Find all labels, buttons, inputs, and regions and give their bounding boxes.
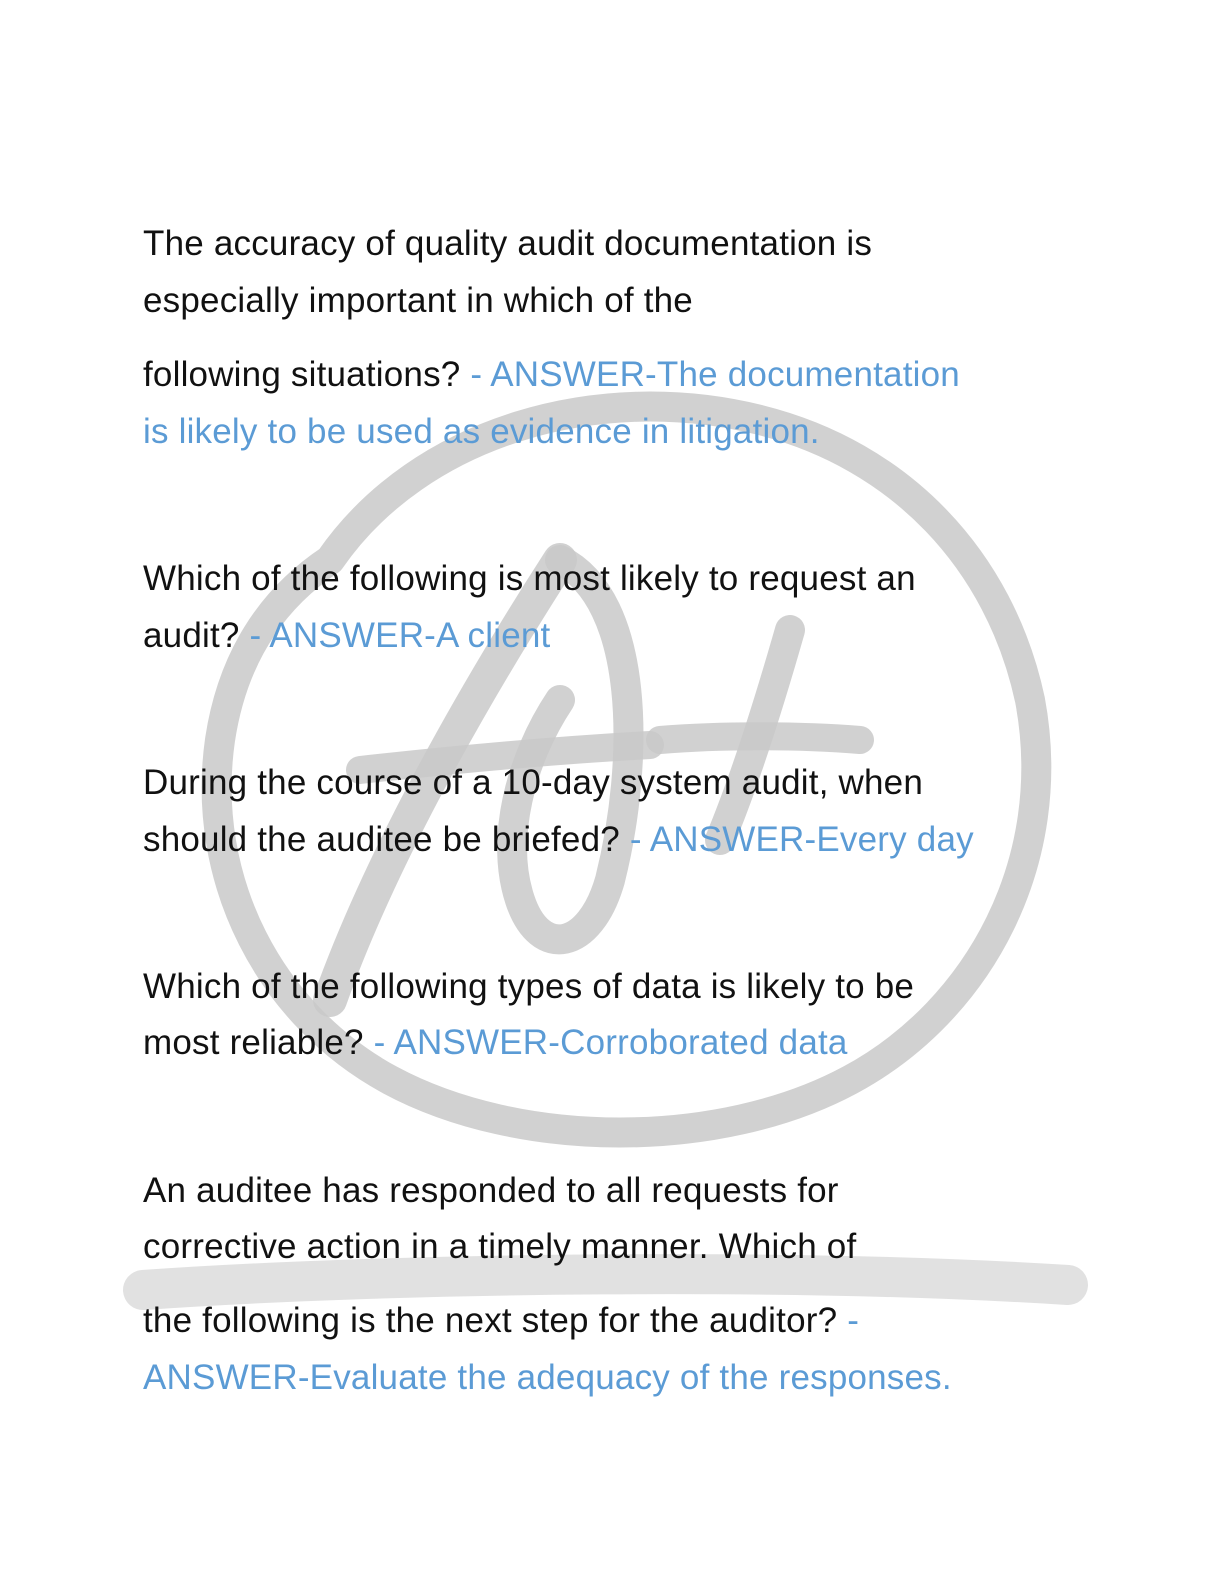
question-4-line-2 (143, 1021, 848, 1065)
question-3-line-2 (143, 818, 974, 862)
answer-1-line-2: is likely to be used as evidence in litigation. (143, 412, 820, 451)
answer-4-text: - ANSWER-Corroborated data (373, 1023, 848, 1062)
question-4-line-1: Which of the following types of data is likely to be (143, 967, 915, 1006)
answer-3-text: - ANSWER-Every day (629, 820, 974, 859)
question-2-line-1: Which of the following is most likely to request an (143, 559, 916, 598)
answer-2-text: - ANSWER-A client (249, 616, 551, 655)
question-5-line-3 (143, 1299, 859, 1343)
question-3-line-1: During the course of a 10-day system audit, when (143, 763, 924, 802)
question-3-text: should the auditee be briefed? (143, 820, 630, 859)
question-5-line-1: An auditee has responded to all requests for (143, 1171, 839, 1210)
question-2-text: audit? (143, 616, 250, 655)
question-1-line-3 (143, 353, 960, 397)
question-1-text: following situations? (143, 355, 471, 394)
answer-5-line-2: ANSWER-Evaluate the adequacy of the responses. (143, 1358, 952, 1397)
question-1-line-1: The accuracy of quality audit documentation is (143, 224, 873, 263)
question-4-text: most reliable? (143, 1023, 374, 1062)
question-2-line-2 (143, 614, 550, 658)
answer-5-text: - (847, 1301, 860, 1340)
question-5-text: the following is the next step for the auditor? (143, 1301, 848, 1340)
question-5-line-2: corrective action in a timely manner. Which of (143, 1227, 857, 1266)
answer-1-text: - ANSWER-The documentation (470, 355, 960, 394)
question-1-line-2: especially important in which of the (143, 281, 693, 320)
